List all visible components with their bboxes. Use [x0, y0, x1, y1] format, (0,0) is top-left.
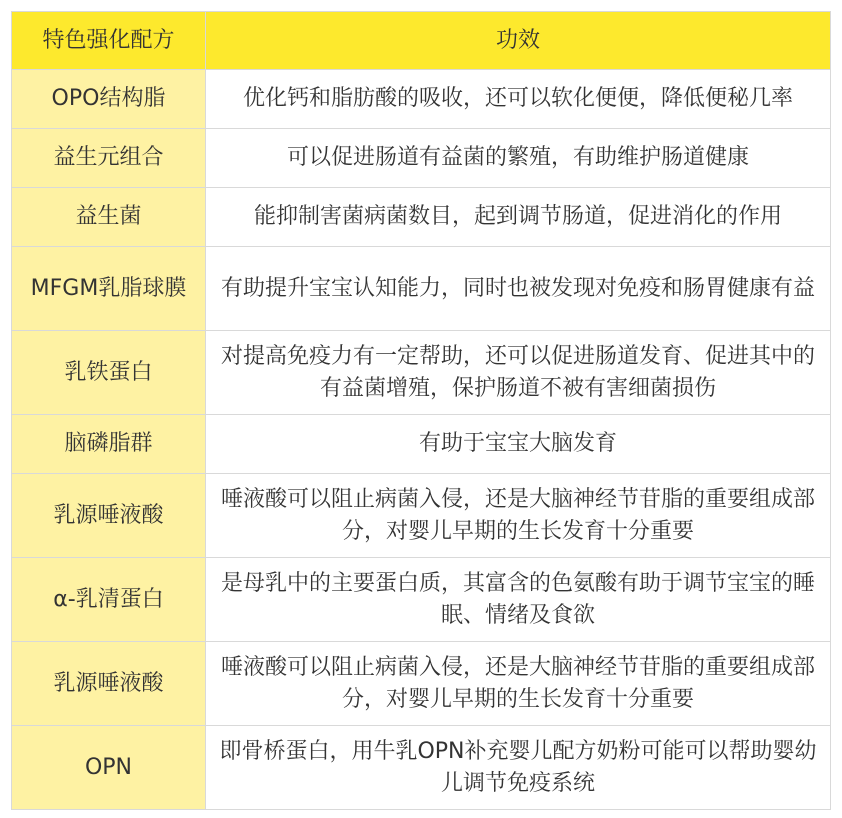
- table-row: [12, 70, 831, 129]
- table-row: [12, 642, 831, 726]
- feature-cell: 益生菌: [12, 188, 206, 247]
- header-effect: 功效: [206, 12, 831, 70]
- feature-cell: 乳铁蛋白: [12, 331, 206, 415]
- header-feature: 特色强化配方: [12, 12, 206, 70]
- feature-cell: α-乳清蛋白: [12, 558, 206, 642]
- table-row: [12, 558, 831, 642]
- feature-cell: OPN: [12, 726, 206, 810]
- effect-cell: 有助提升宝宝认知能力，同时也被发现对免疫和肠胃健康有益: [206, 247, 831, 331]
- effect-cell: 可以促进肠道有益菌的繁殖，有助维护肠道健康: [206, 129, 831, 188]
- table-row: [12, 726, 831, 810]
- table-header: [12, 12, 831, 70]
- feature-cell: OPO结构脂: [12, 70, 206, 129]
- feature-cell: 脑磷脂群: [12, 415, 206, 474]
- feature-cell: 益生元组合: [12, 129, 206, 188]
- feature-cell: MFGM乳脂球膜: [12, 247, 206, 331]
- table-row: [12, 188, 831, 247]
- feature-cell: 乳源唾液酸: [12, 642, 206, 726]
- table-row: [12, 331, 831, 415]
- effect-cell: 是母乳中的主要蛋白质，其富含的色氨酸有助于调节宝宝的睡眠、情绪及食欲: [206, 558, 831, 642]
- table-row: [12, 129, 831, 188]
- table-row: [12, 247, 831, 331]
- table-body: [12, 70, 831, 810]
- effect-cell: 对提高免疫力有一定帮助，还可以促进肠道发育、促进其中的有益菌增殖，保护肠道不被有害细菌损伤: [206, 331, 831, 415]
- table-row: [12, 474, 831, 558]
- effect-cell: 优化钙和脂肪酸的吸收，还可以软化便便，降低便秘几率: [206, 70, 831, 129]
- header-row: [12, 12, 831, 70]
- effect-cell: 唾液酸可以阻止病菌入侵，还是大脑神经节苷脂的重要组成部分，对婴儿早期的生长发育十分重要: [206, 642, 831, 726]
- feature-cell: 乳源唾液酸: [12, 474, 206, 558]
- effect-cell: 能抑制害菌病菌数目，起到调节肠道，促进消化的作用: [206, 188, 831, 247]
- table-row: [12, 415, 831, 474]
- formula-table: [11, 11, 831, 810]
- effect-cell: 即骨桥蛋白，用牛乳OPN补充婴儿配方奶粉可能可以帮助婴幼儿调节免疫系统: [206, 726, 831, 810]
- effect-cell: 有助于宝宝大脑发育: [206, 415, 831, 474]
- effect-cell: 唾液酸可以阻止病菌入侵，还是大脑神经节苷脂的重要组成部分，对婴儿早期的生长发育十分重要: [206, 474, 831, 558]
